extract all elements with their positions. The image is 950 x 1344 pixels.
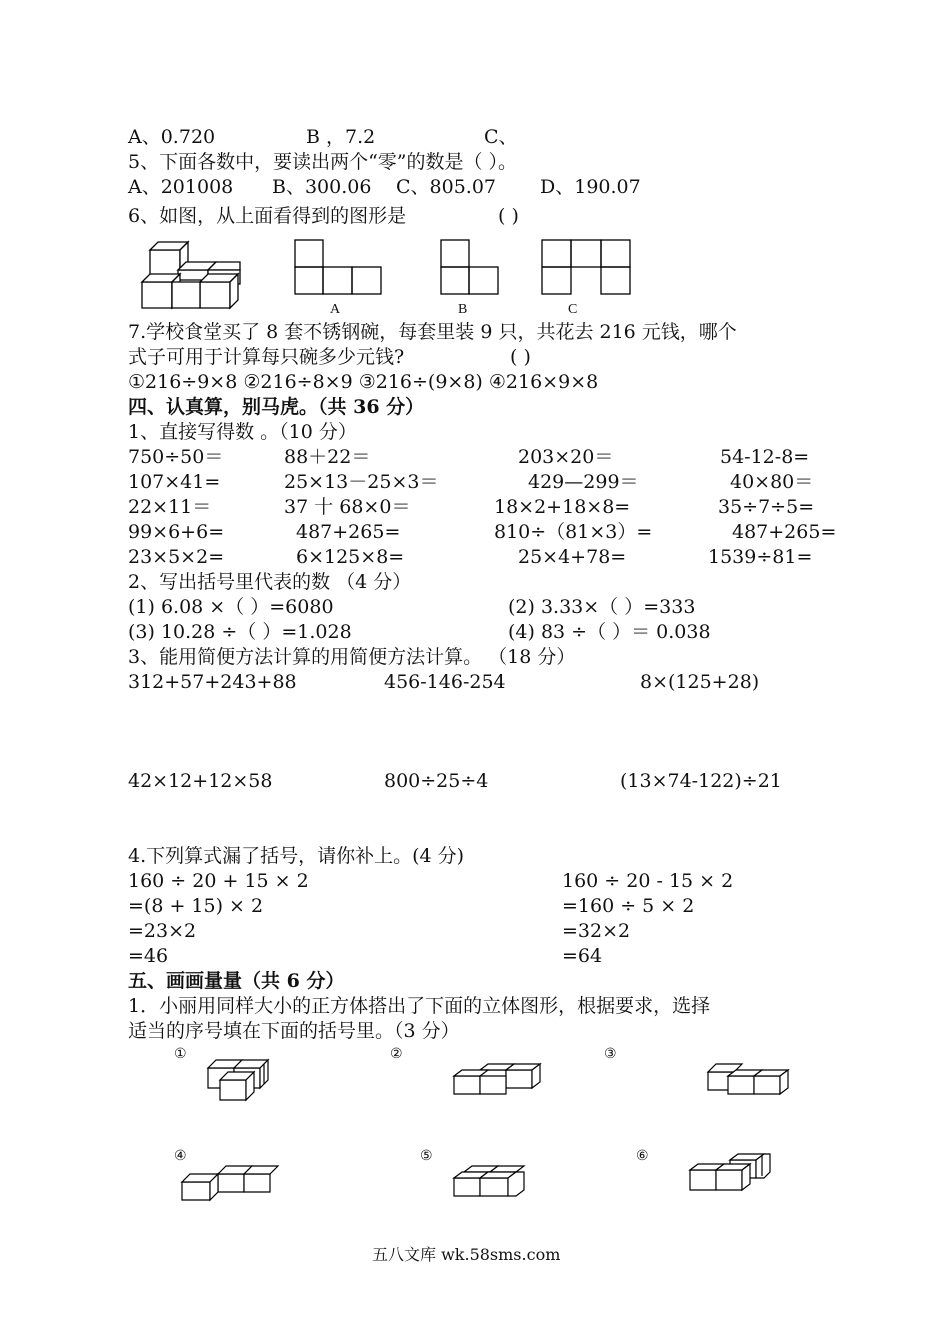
q5-option-b: B、300.06 xyxy=(272,176,372,198)
q6-stem: 6、如图，从上面看得到的图形是 xyxy=(128,205,407,227)
p1-r2-c2: 18×2+18×8= xyxy=(494,496,631,518)
q6-blank: ( ) xyxy=(498,205,519,227)
q6-label-a: A xyxy=(330,302,341,317)
p3-item2: 456-146-254 xyxy=(384,671,506,693)
q6-solid-figure xyxy=(140,238,244,312)
q7-line2: 式子可用于计算每只碗多少元钱? xyxy=(128,346,405,368)
p3-title: 3、能用简便方法计算的用简便方法计算。 （18 分） xyxy=(128,646,576,668)
q7-options: ①216÷9×8 ②216÷8×9 ③216÷(9×8) ④216×9×8 xyxy=(128,371,599,393)
p2-item3: (3) 10.28 ÷（ ）=1.028 xyxy=(128,621,352,643)
p1-r4-c2: 25×4+78= xyxy=(518,546,627,568)
p3-item5: 800÷25÷4 xyxy=(384,770,489,792)
q6-option-c-figure xyxy=(541,239,633,295)
p1-r3-c1: 487+265= xyxy=(296,521,401,543)
q51-label-5: ⑤ xyxy=(420,1148,433,1164)
q51-figure-5 xyxy=(452,1164,532,1200)
p1-r2-c3: 35÷7÷5= xyxy=(718,496,815,518)
p2-item1: (1) 6.08 ×（ ）=6080 xyxy=(128,596,334,618)
q6-option-a-figure xyxy=(294,239,384,295)
p3-item1: 312+57+243+88 xyxy=(128,671,297,693)
q51-figure-4 xyxy=(180,1164,276,1204)
q51-figure-1 xyxy=(206,1058,276,1102)
section4-title: 四、认真算，别马虎。（共 36 分） xyxy=(128,396,425,418)
q5-option-d: D、190.07 xyxy=(540,176,641,198)
q51-label-2: ② xyxy=(390,1046,403,1062)
p1-r1-c3: 40×80＝ xyxy=(730,471,814,493)
p4-left-2: =(8 + 15) × 2 xyxy=(128,895,264,917)
q51-figure-3 xyxy=(706,1062,796,1098)
footer-watermark: 五八文库 wk.58sms.com xyxy=(372,1245,561,1264)
q51-figure-2 xyxy=(452,1062,548,1098)
q6-option-b-figure xyxy=(440,239,500,295)
p2-item4: (4) 83 ÷（ ）＝ 0.038 xyxy=(508,621,711,643)
p4-left-1: 160 ÷ 20 + 15 × 2 xyxy=(128,870,309,892)
q6-label-c: C xyxy=(568,302,578,317)
q51-label-3: ③ xyxy=(604,1046,617,1062)
section5-title: 五、画画量量（共 6 分） xyxy=(128,970,345,992)
p4-right-1: 160 ÷ 20 - 15 × 2 xyxy=(562,870,734,892)
q5-option-c: C、805.07 xyxy=(396,176,497,198)
p4-left-3: =23×2 xyxy=(128,920,197,942)
p1-r3-c2: 810÷（81×3）= xyxy=(494,521,653,543)
p3-item4: 42×12+12×58 xyxy=(128,770,273,792)
q4-option-a: A、0.720 xyxy=(128,126,216,148)
q7-line1: 7.学校食堂买了 8 套不锈钢碗，每套里装 9 只，共花去 216 元钱，哪个 xyxy=(128,321,737,343)
p1-r0-c2: 203×20＝ xyxy=(518,446,614,468)
p1-r1-c2: 429—299＝ xyxy=(528,471,639,493)
q51-line2: 适当的序号填在下面的括号里。（3 分） xyxy=(128,1020,460,1042)
p1-r1-c1: 25×13－25×3＝ xyxy=(284,471,439,493)
p1-r3-c0: 99×6+6= xyxy=(128,521,225,543)
p1-r4-c1: 6×125×8= xyxy=(296,546,405,568)
p2-item2: (2) 3.33×（ ）=333 xyxy=(508,596,696,618)
p3-item6: (13×74-122)÷21 xyxy=(620,770,782,792)
p1-r0-c1: 88＋22＝ xyxy=(284,446,371,468)
q51-line1: 1．小丽用同样大小的正方体搭出了下面的立体图形，根据要求，选择 xyxy=(128,995,711,1017)
q5-option-a: A、201008 xyxy=(128,176,234,198)
p1-r2-c0: 22×11＝ xyxy=(128,496,212,518)
q51-label-1: ① xyxy=(174,1046,187,1062)
p4-right-3: =32×2 xyxy=(562,920,631,942)
p4-right-2: =160 ÷ 5 × 2 xyxy=(562,895,695,917)
p1-r1-c0: 107×41= xyxy=(128,471,221,493)
p3-item3: 8×(125+28) xyxy=(640,671,760,693)
q7-blank: ( ) xyxy=(510,346,531,368)
p1-r2-c1: 37 十 68×0＝ xyxy=(284,496,411,518)
q4-option-b: B ，7.2 xyxy=(306,126,376,148)
p1-r4-c3: 1539÷81= xyxy=(708,546,813,568)
q51-figure-6 xyxy=(688,1152,778,1194)
p1-r0-c3: 54-12-8= xyxy=(720,446,810,468)
q6-label-b: B xyxy=(458,302,468,317)
q51-label-6: ⑥ xyxy=(636,1148,649,1164)
p1-r3-c3: 487+265= xyxy=(732,521,837,543)
p1-title: 1、直接写得数 。（10 分） xyxy=(128,421,357,443)
p1-r4-c0: 23×5×2= xyxy=(128,546,225,568)
q4-option-c: C、 xyxy=(484,126,518,148)
p4-left-4: =46 xyxy=(128,945,169,967)
p2-title: 2、写出括号里代表的数 （4 分） xyxy=(128,571,412,593)
q51-label-4: ④ xyxy=(174,1148,187,1164)
p1-r0-c0: 750÷50＝ xyxy=(128,446,224,468)
p4-title: 4.下列算式漏了括号，请你补上。(4 分) xyxy=(128,845,465,867)
p4-right-4: =64 xyxy=(562,945,603,967)
q5-stem: 5、下面各数中，要读出两个“零”的数是（ ）。 xyxy=(128,151,518,173)
